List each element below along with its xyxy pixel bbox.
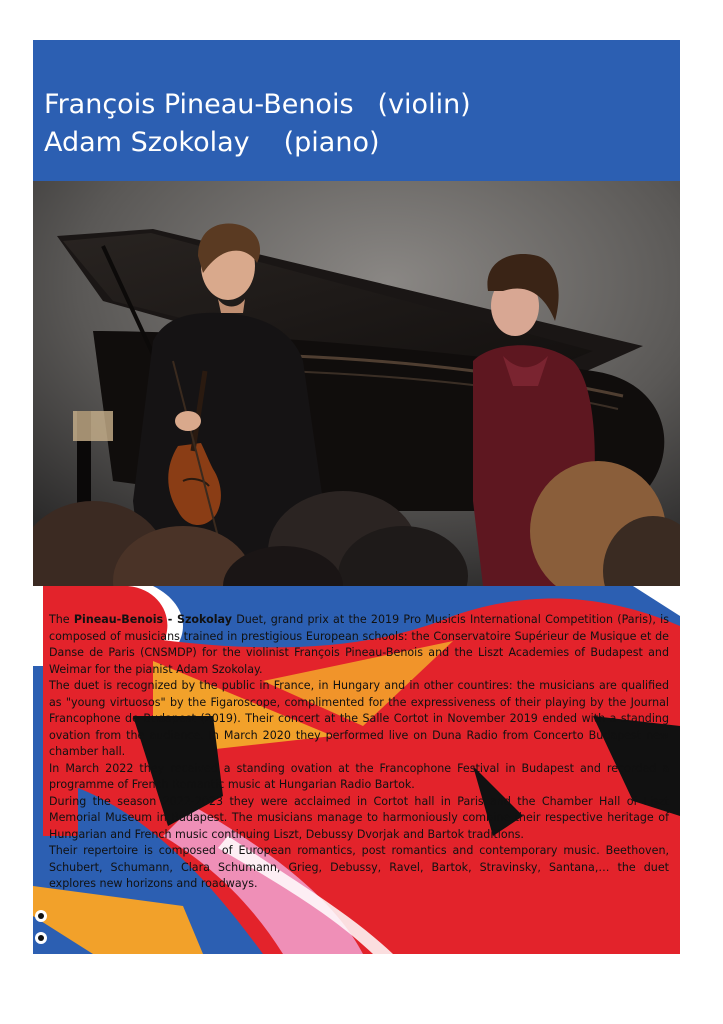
bio-paragraph-2: The duet is recognized by the public in France, in Hungary and in other countires: the musicians are qualified as "young virtuosos" by the Figaroscope, complimented for the expressiveness of their playing by the Journal Francophone de Budapest (2019). Their concert at the Salle Cortot in November 2019 ended with a standing ovation from the audience. In March 2020 they performed live on Duna Radio from Concerto Budapest new chamber hall. [49,679,669,758]
bio-paragraph-1: The Pineau-Benois - Szokolay Duet, grand prix at the 2019 Pro Musicis International Competition (Paris), is composed of musicians trained in prestigious European schools: the Conservatoire Supérieur de Musique et de Danse de Paris (CNSMDP) for the violinist François Pineau-Benois and the Liszt Academies of Budapest and Weimar for the pianist Adam Szokolay. [49,613,669,676]
bio-text [49,612,669,893]
bio-paragraph-4: During the season 2022-2023 they were acclaimed in Cortot hall in Paris and the Chamber Hall of Liszt Memorial Museum in Budapest. The musicians manage to harmoniously combine their respective heritage of Hungarian and French music continuing Liszt, Debussy Dvorjak and Bartok traditions. [49,794,669,841]
violinist-role: (violin) [377,89,471,120]
bio-paragraph-3: In March 2022 they received a standing ovation at the Francophone Festival in Budapest and recorded a programme of French Romantic music at Hungarian Radio Bartok. [49,761,669,791]
duet-photo [33,181,680,586]
pianist-role: (piano) [283,127,380,158]
bio-panel [33,586,680,954]
title-banner [33,40,680,181]
duet-name-bold: Pineau-Benois - Szokolay [73,613,232,626]
duet-photo-illustration [33,181,680,586]
pianist-line [44,124,680,162]
pianist-name: Adam Szokolay [44,127,250,158]
bio-paragraph-5: Their repertoire is composed of European romantics, post romantics and contemporary music. Beethoven, Schubert, Schumann, Clara Schumann, Grieg, Debussy, Ravel, Bartok, Stravinsky, Santana,… the duet explores new horizons and roadways. [49,844,669,890]
violinist-name: François Pineau-Benois [44,89,354,120]
violinist-line [44,86,680,124]
